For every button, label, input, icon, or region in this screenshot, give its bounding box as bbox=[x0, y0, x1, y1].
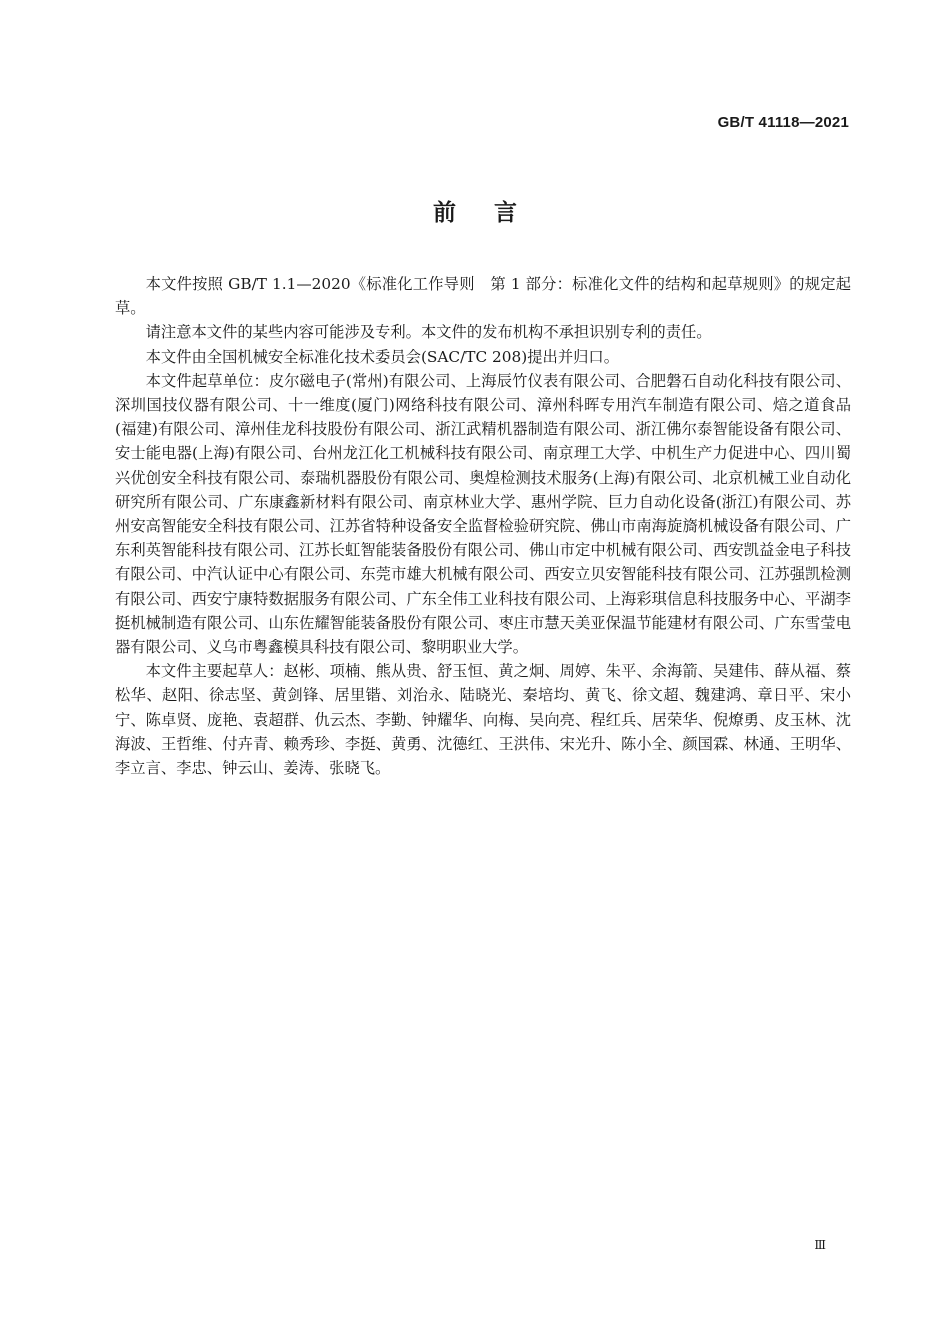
paragraph-drafting-rules: 本文件按照 GB/T 1.1—2020《标准化工作导则 第 1 部分：标准化文件的结构和起草规则》的规定起草。 bbox=[115, 275, 851, 318]
paragraph-committee: 本文件由全国机械安全标准化技术委员会(SAC/TC 208)提出并归口。 bbox=[145, 347, 620, 366]
paragraph-drafting-units: 本文件起草单位：皮尔磁电子(常州)有限公司、上海辰竹仪表有限公司、合肥磐石自动化科技有限公司、深圳国技仪器有限公司、十一维度(厦门)网络科技有限公司、漳州科晖专用汽车制造有限公司、焙之道食品(福建)有限公司、漳州佳龙科技股份有限公司、浙江武精机器制造有限公司、浙江佛尔泰智能设备有限公司、安士能电器(上海)有限公司、台州龙江化工机械科技有限公司、南京理工大学、中机生产力促进中心、四川蜀兴优创安全科技有限公司、泰瑞机器股份有限公司、奥煌检测技术服务(上海)有限公司、北京机械工业自动化研究所有限公司、广东康鑫新材料有限公司、南京林业大学、惠州学院、巨力自动化设备(浙江)有限公司、苏州安高智能安全科技有限公司、江苏省特种设备安全监督检验研究院、佛山市南海旋旖机械设备有限公司、广东利英智能科技有限公司、江苏长虹智能装备股份有限公司、佛山市定中机械有限公司、西安凯益金电子科技有限公司、中汽认证中心有限公司、东莞市雄大机械有限公司、西安立贝安智能科技有限公司、江苏强凯检测有限公司、西安宁康特数据服务有限公司、广东全伟工业科技有限公司、上海彩琪信息科技服务中心、平湖李挺机械制造有限公司、山东佐耀智能装备股份有限公司、枣庄市慧天美亚保温节能建材有限公司、广东雪莹电器有限公司、义乌市粤鑫模具科技有限公司、黎明职业大学。 bbox=[115, 371, 851, 657]
page-number: Ⅲ bbox=[814, 1238, 826, 1252]
paragraph-patent-notice: 请注意本文件的某些内容可能涉及专利。本文件的发布机构不承担识别专利的责任。 bbox=[145, 323, 712, 342]
foreword-body bbox=[115, 272, 851, 780]
standard-number: GB/T 41118—2021 bbox=[717, 114, 849, 131]
paragraph-drafters: 本文件主要起草人：赵彬、项楠、熊从贵、舒玉恒、黄之炯、周婷、朱平、余海箭、吴建伟、薛从福、蔡松华、赵阳、徐志坚、黄剑锋、居里锴、刘治永、陆晓光、秦培均、黄飞、徐文超、魏建鸿、章日平、宋小宁、陈卓贤、庞艳、袁超群、仇云杰、李勤、钟耀华、向梅、吴向亮、程红兵、居荣华、倪燎勇、皮玉林、沈海波、王哲维、付卉青、赖秀珍、李挺、黄勇、沈德红、王洪伟、宋光升、陈小全、颜国霖、林通、王明华、李立言、李忠、钟云山、姜涛、张晓飞。 bbox=[115, 662, 851, 778]
page-title: 前言 bbox=[433, 200, 555, 226]
